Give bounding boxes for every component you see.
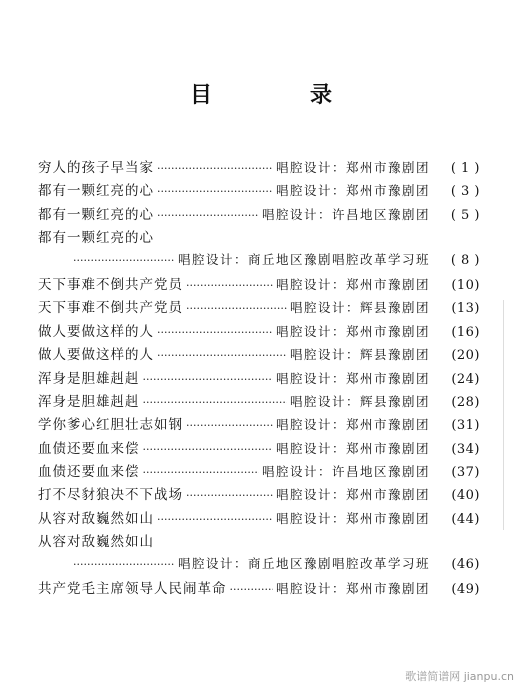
entry-credit: 唱腔设计：郑州市豫剧团 — [275, 487, 430, 503]
entry-title: 打不尽豺狼决不下战场 — [38, 487, 183, 504]
toc-entry — [38, 530, 480, 553]
toc-entry — [38, 273, 480, 296]
entry-page: (46) — [451, 556, 480, 572]
entry-page: ( 3 ) — [450, 184, 480, 200]
leader-dots — [186, 302, 287, 315]
leader-dots — [157, 185, 273, 198]
entry-page: ( 1 ) — [450, 161, 480, 176]
entry-page: (16) — [451, 324, 480, 340]
entry-title: 都有一颗红亮的心 — [38, 230, 154, 247]
table-of-contents — [38, 156, 480, 600]
entry-credit: 唱腔设计：郑州市豫剧团 — [275, 323, 430, 339]
entry-credit: 唱腔设计：郑州市豫剧团 — [275, 581, 430, 597]
entry-title: 从容对敌巍然如山 — [38, 510, 154, 527]
entry-credit: 唱腔设计：许昌地区豫剧团 — [261, 206, 430, 222]
toc-entry — [38, 296, 480, 319]
leader-dots — [157, 349, 287, 362]
toc-entry — [38, 226, 480, 249]
toc-entry — [38, 577, 480, 600]
entry-credit: 唱腔设计：郑州市豫剧团 — [275, 440, 430, 456]
leader-dots — [143, 466, 259, 479]
toc-entry — [38, 343, 480, 366]
entry-title: 浑身是胆雄赳赳 — [38, 370, 140, 387]
entry-credit: 唱腔设计：郑州市豫剧团 — [275, 510, 430, 526]
entry-page: (10) — [451, 277, 480, 293]
toc-entry — [38, 156, 480, 179]
entry-page: (44) — [451, 511, 480, 527]
entry-page: ( 5 ) — [450, 207, 480, 223]
entry-page: (49) — [451, 582, 480, 598]
toc-entry — [38, 460, 480, 483]
toc-entry — [38, 203, 480, 226]
entry-title: 做人要做这样的人 — [38, 347, 154, 364]
entry-credit: 唱腔设计：郑州市豫剧团 — [275, 417, 430, 433]
leader-dots — [230, 583, 273, 596]
entry-page: (13) — [451, 301, 480, 317]
entry-credit: 唱腔设计：郑州市豫剧团 — [275, 183, 430, 199]
toc-entry-continuation — [38, 554, 480, 577]
entry-title: 血债还要血来偿 — [38, 440, 140, 457]
page-edge-shadow — [503, 300, 504, 530]
leader-dots — [73, 254, 175, 267]
entry-page: (37) — [451, 465, 480, 481]
entry-credit: 唱腔设计：商丘地区豫剧唱腔改革学习班 — [177, 251, 430, 267]
entry-page: (24) — [451, 371, 480, 387]
entry-page: (20) — [451, 348, 480, 364]
entry-page: (34) — [451, 441, 480, 457]
leader-dots — [143, 443, 273, 456]
entry-title: 从容对敌巍然如山 — [38, 534, 154, 551]
leader-dots — [157, 162, 273, 175]
entry-credit: 唱腔设计：辉县豫剧团 — [289, 347, 430, 363]
leader-dots — [186, 279, 273, 292]
entry-title: 都有一颗红亮的心 — [38, 206, 154, 223]
entry-credit: 唱腔设计：辉县豫剧团 — [289, 300, 430, 316]
toc-entry — [38, 413, 480, 436]
toc-entry — [38, 437, 480, 460]
toc-entry — [38, 390, 480, 413]
entry-title: 做人要做这样的人 — [38, 323, 154, 340]
toc-entry — [38, 483, 480, 506]
site-watermark: 歌谱简谱网 jianpu.cn — [405, 670, 514, 683]
toc-entry — [38, 507, 480, 530]
leader-dots — [73, 558, 175, 571]
leader-dots — [143, 396, 287, 409]
entry-credit: 唱腔设计：郑州市豫剧团 — [275, 160, 430, 175]
entry-title: 学你爹心红胆壮志如钢 — [38, 417, 183, 434]
entry-page: ( 8 ) — [450, 252, 480, 268]
entry-title: 浑身是胆雄赳赳 — [38, 393, 140, 410]
entry-page: (40) — [451, 488, 480, 504]
entry-page: (28) — [451, 394, 480, 410]
leader-dots — [157, 513, 273, 526]
leader-dots — [186, 419, 273, 432]
entry-title: 共产党毛主席领导人民闹革命 — [38, 581, 227, 598]
entry-credit: 唱腔设计：郑州市豫剧团 — [275, 370, 430, 386]
entry-credit: 唱腔设计：许昌地区豫剧团 — [261, 464, 430, 480]
leader-dots — [143, 373, 273, 386]
page-title: 目 录 — [189, 83, 370, 108]
leader-dots — [157, 209, 259, 222]
entry-title: 穷人的孩子早当家 — [38, 160, 154, 176]
toc-entry-continuation — [38, 250, 480, 273]
toc-entry — [38, 320, 480, 343]
entry-title: 血债还要血来偿 — [38, 464, 140, 481]
entry-credit: 唱腔设计：辉县豫剧团 — [289, 393, 430, 409]
entry-title: 天下事难不倒共产党员 — [38, 276, 183, 293]
entry-credit: 唱腔设计：郑州市豫剧团 — [275, 276, 430, 292]
entry-page: (31) — [451, 418, 480, 434]
entry-title: 都有一颗红亮的心 — [38, 183, 154, 200]
leader-dots — [186, 489, 273, 502]
toc-entry — [38, 367, 480, 390]
entry-title: 天下事难不倒共产党员 — [38, 300, 183, 317]
leader-dots — [157, 326, 273, 339]
entry-credit: 唱腔设计：商丘地区豫剧唱腔改革学习班 — [177, 555, 430, 571]
toc-entry — [38, 179, 480, 202]
